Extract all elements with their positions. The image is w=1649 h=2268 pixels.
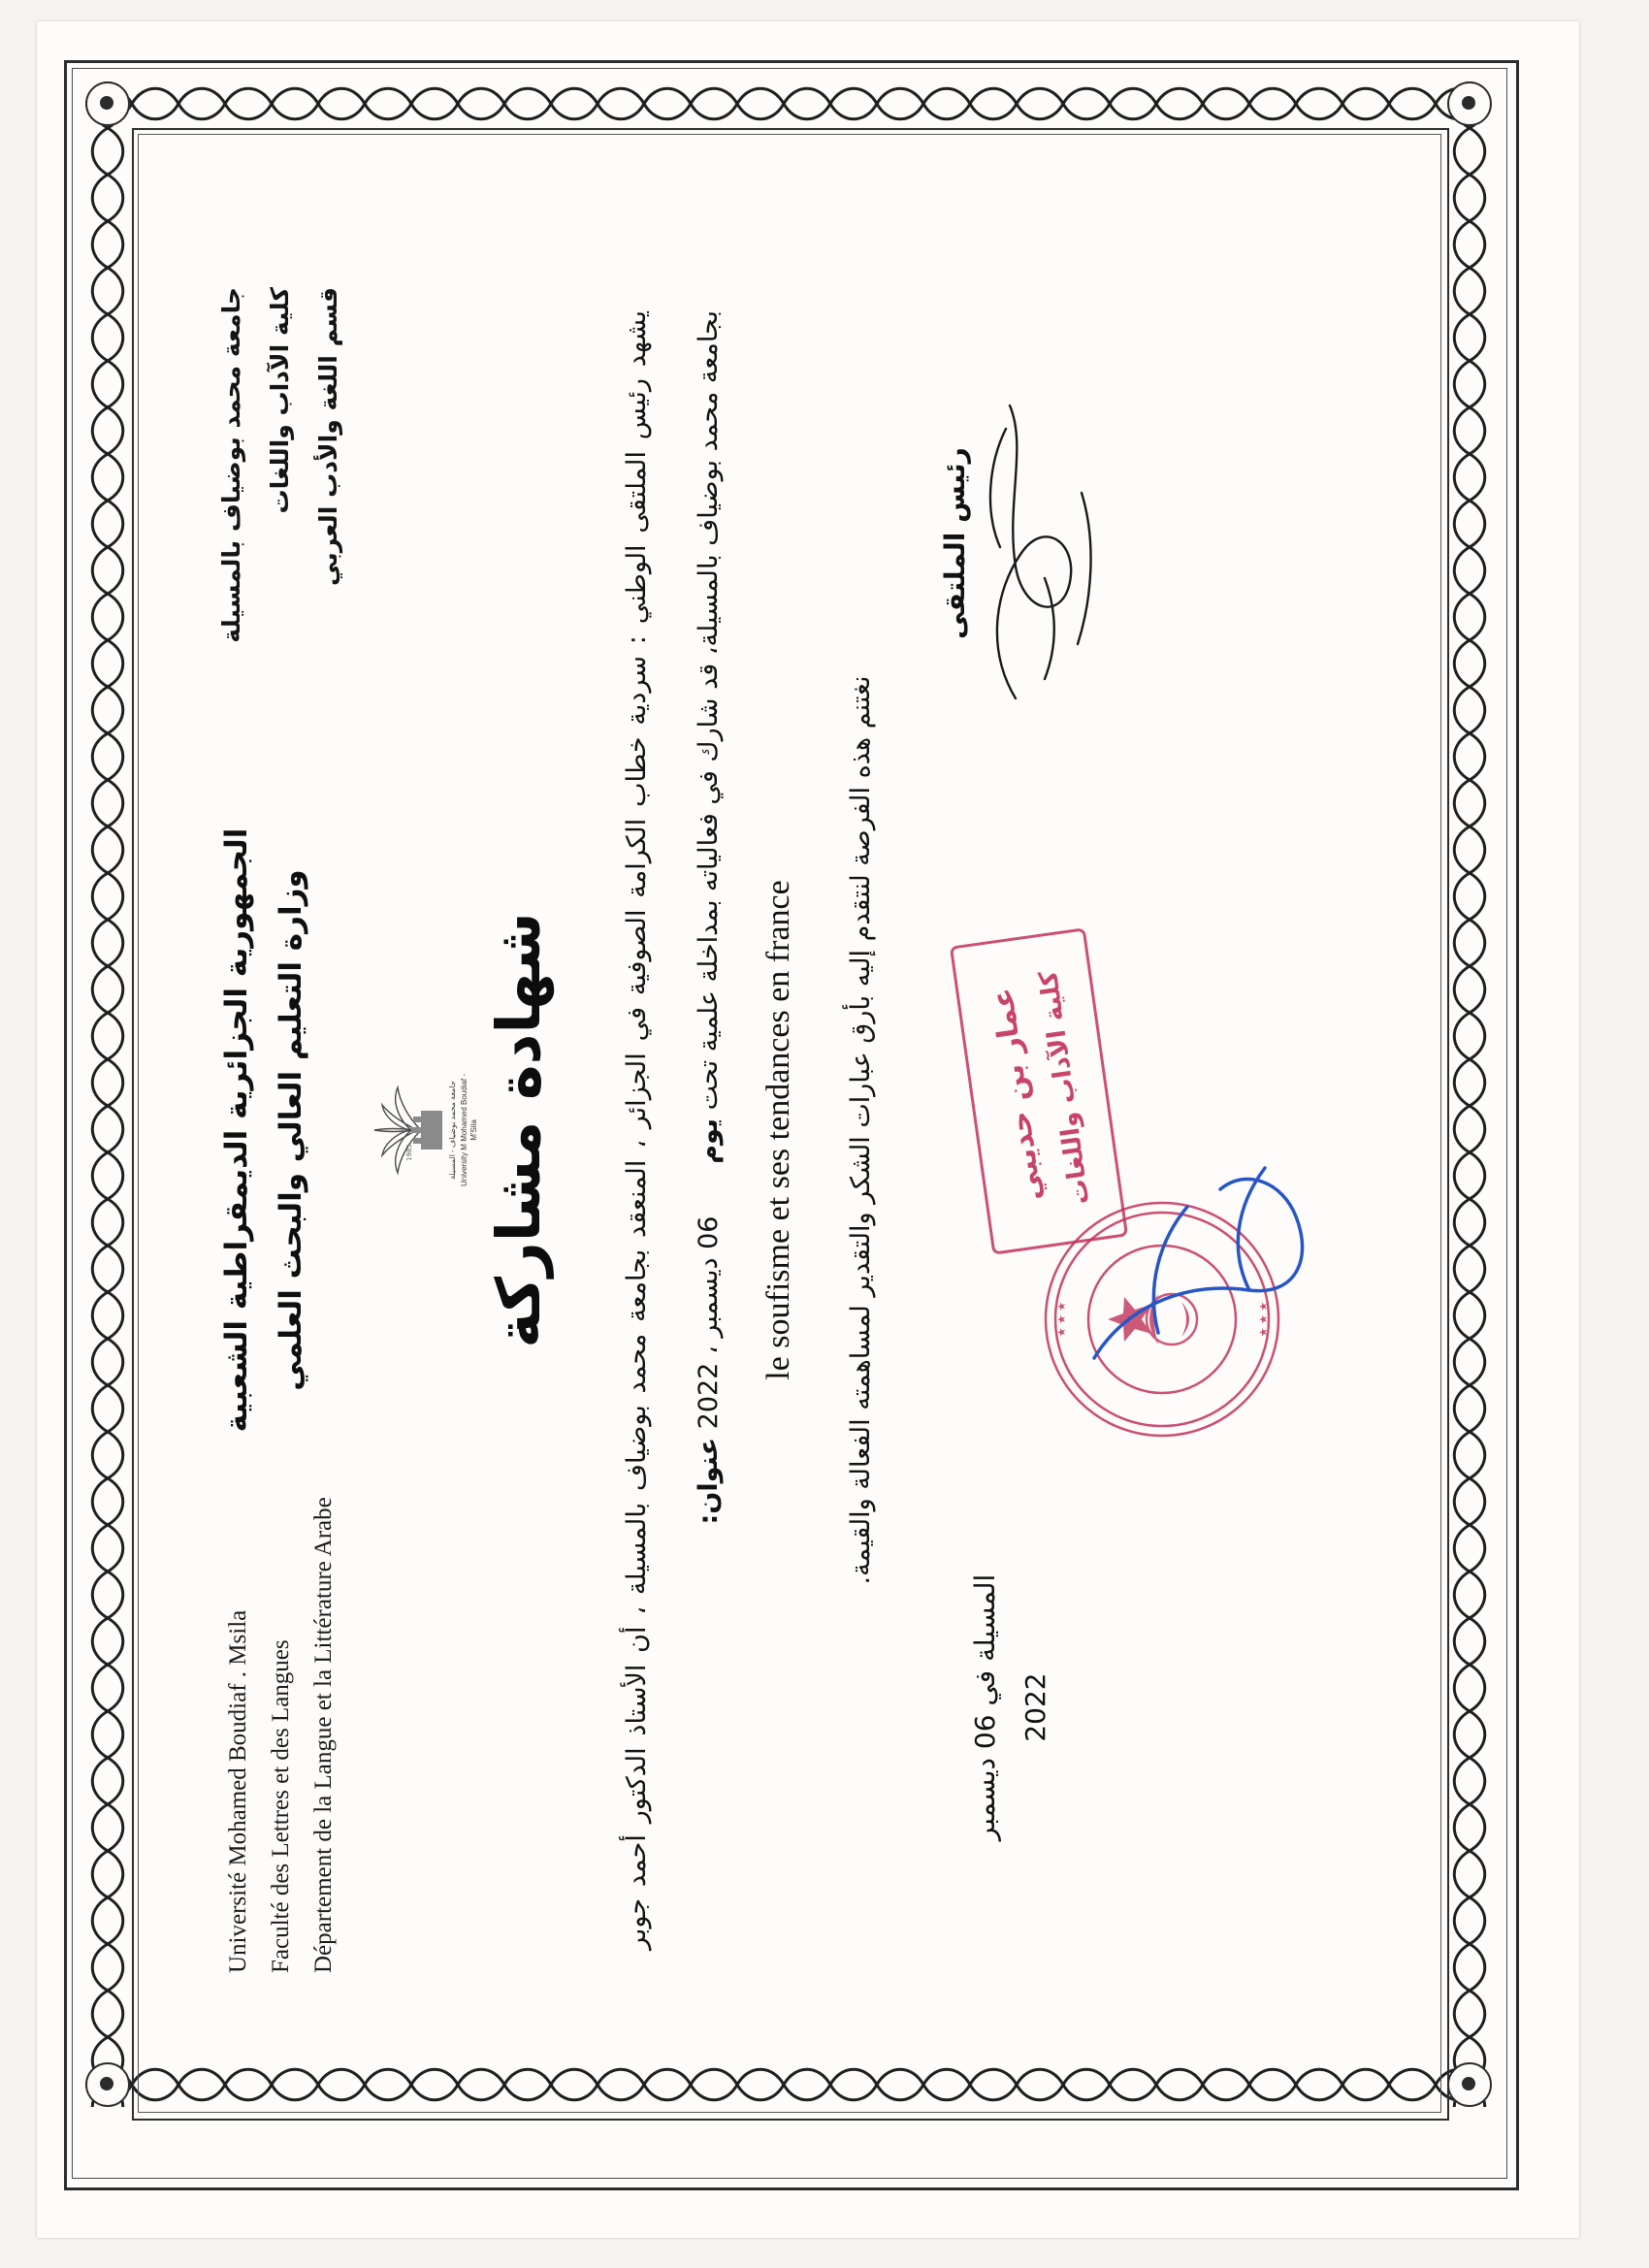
republic-line: الجمهورية الجزائرية الديمقراطية الشعبية bbox=[219, 827, 254, 1432]
certificate-title: شهادة مشاركة bbox=[483, 911, 554, 1348]
corner-medallion-bottom-right bbox=[1447, 2062, 1492, 2107]
topic-label: عنوان: bbox=[694, 1437, 724, 1524]
header-arabic-line-3: قسم اللغة والأدب العربي bbox=[314, 286, 342, 586]
day-value: 06 ديسمبر ، 2022 bbox=[694, 1215, 724, 1429]
corner-medallion-top-left bbox=[85, 81, 130, 126]
republic-heading bbox=[210, 194, 318, 2066]
certificate-content bbox=[163, 194, 1453, 2066]
header-french-line-3: Département de la Langue et la Littérature Arabe bbox=[310, 1496, 337, 1973]
day-label: يوم bbox=[694, 1118, 724, 1164]
ornament-band-top bbox=[85, 81, 1492, 126]
signature-block bbox=[939, 340, 1122, 747]
ornament-band-right bbox=[1447, 81, 1492, 2107]
header-french-line-2: Faculté des Lettres et des Langues bbox=[268, 1638, 294, 1973]
svg-text:★ ★ ★: ★ ★ ★ bbox=[1257, 1301, 1270, 1337]
date-place-block bbox=[960, 1494, 1061, 1921]
palm-emblem-icon bbox=[353, 1072, 446, 1188]
logo-caption-fr: University M Mohamed Boudiaf - M'Sila bbox=[460, 1073, 478, 1186]
corner-medallion-bottom-left bbox=[85, 2062, 130, 2107]
header-french-line-1: Université Mohamed Boudiaf . Msila bbox=[225, 1609, 251, 1973]
corner-medallion-top-right bbox=[1447, 81, 1492, 126]
year-line: 2022 bbox=[1019, 1671, 1051, 1742]
svg-text:★ ★ ★: ★ ★ ★ bbox=[1055, 1301, 1068, 1337]
signature-title: رئيس الملتقى bbox=[939, 446, 971, 639]
logo-caption-ar: جامعة محمد بوضياف - المسيلة bbox=[448, 1080, 457, 1180]
header-arabic-line-2: كلية الآداب واللغات bbox=[266, 286, 294, 514]
svg-text:1985: 1985 bbox=[405, 1143, 413, 1161]
ornament-band-left bbox=[85, 81, 130, 2107]
certificate-body-paragraph bbox=[601, 310, 745, 1950]
blue-ink-signature bbox=[1065, 1077, 1356, 1397]
header-arabic-line-1: جامعة محمد بوضياف بالمسيلة bbox=[217, 286, 245, 643]
closing-sentence: نغتنم هذه الفرصة لنتقدم إليه بأرق عبارات الشكر والتقدير لمساهمته الفعالة والقيمة. bbox=[846, 674, 876, 1585]
svg-text:عمار بن حديبي: عمار بن حديبي bbox=[986, 985, 1050, 1203]
body-text: يشهد رئيس الملتقى الوطني : سردية خطاب الكرامة الصوفية في الجزائر ، المنعقد بجامعة محمد بوضياف بالمسيلة ، أن الأستاذ الدكتور أحمد جوبر بجامعة محمد بوضياف بالمسيلة، قد شارك في فعالياته بمداخلة علمية تحت bbox=[622, 309, 724, 1950]
handwritten-signature bbox=[977, 340, 1122, 747]
university-logo bbox=[353, 1072, 478, 1188]
place-date-line: المسيلة في 06 ديسمبر bbox=[969, 1573, 1001, 1840]
certificate-paper bbox=[37, 21, 1579, 2238]
ministry-line: وزارة التعليم العالي والبحث العلمي bbox=[274, 868, 308, 1391]
svg-text:كلية الآداب واللغات: كلية الآداب واللغات bbox=[1033, 968, 1096, 1207]
topic-title-french: le soufisme et ses tendances en france bbox=[760, 879, 796, 1380]
